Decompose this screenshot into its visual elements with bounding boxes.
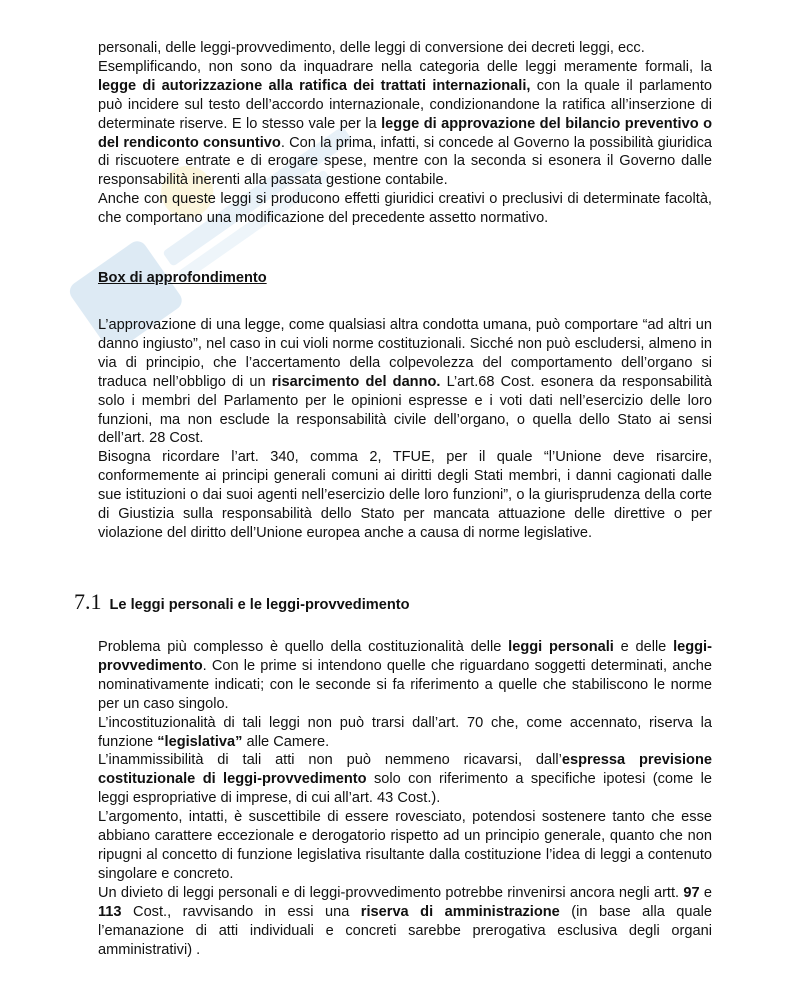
paragraph: Esemplificando, non sono da inquadrare nella categoria delle leggi meramente formali, la legge di autorizzazione alla ratifica dei trattati internazionali, con la quale il parlamento può incidere sul testo dell’accordo internazionale, condizionandone la ratifica all’inserzione di determinate riserve. E lo stesso vale per la legge di approvazione del bilancio preventivo o del rendiconto consuntivo. Con la prima, infatti, si concede al Governo la possibilità giuridica di riscuotere entrate e di erogare spese, mentre con la seconda si esonera il Governo dalle responsabilità inerenti alla passata gestione contabile. xyxy=(98,58,712,189)
paragraph: L’argomento, intatti, è suscettibile di essere rovesciato, potendosi sostenere tanto che esse abbiano carattere eccezionale e derogatorio rispetto ad un principio generale, quanto che non ripugni al concetto di funzione legislativa risultante dalla costituzione l’idea di leggi a contenuto singolare e concreto. xyxy=(98,809,712,882)
box-title: Box di approfondimento xyxy=(98,270,267,286)
paragraph: Bisogna ricordare l’art. 340, comma 2, TFUE, per il quale “l’Unione deve risarcire, conformemente ai principi generali comuni ai diritti degli Stati membri, i danni cagionati dalle sue istituzioni o dai suoi agenti nell’esercizio delle loro funzioni”, o la giurisprudenza della corte di Giustizia sulla responsabilità dello Stato per mancata attuazione delle direttive o per violazione del diritto dell’Unione europea anche a causa di norme legislative. xyxy=(98,449,712,541)
section-heading xyxy=(74,589,410,615)
paragraph: L’incostituzionalità di tali leggi non può trarsi dall’art. 70 che, come accennato, riserva la funzione “legislativa” alle Camere. xyxy=(98,714,712,750)
paragraph: Un divieto di leggi personali e di leggi-provvedimento potrebbe rinvenirsi ancora negli artt. 97 e 113 Cost., ravvisando in essi una riserva di amministrazione (in base alla quale l’emanazione di atti individuali e concreti sarebbe prerogativa esclusiva degli organi amministrativi) . xyxy=(98,884,713,958)
section-title: Le leggi personali e le leggi-provvedimento xyxy=(109,597,410,613)
paragraph: Problema più complesso è quello della costituzionalità delle leggi personali e delle leggi-provvedimento. Con le prime si intendono quelle che riguardano soggetti determinati, anche nominativamente indicati; con le seconde si fa riferimento a quelle che stabiliscono le norme per un caso singolo. xyxy=(98,639,712,712)
paragraph: L’inammissibilità di tali atti non può nemmeno ricavarsi, dall’espressa previsione costituzionale di leggi-provvedimento solo con riferimento a specifiche ipotesi (come le leggi espropriative di imprese, di cui all’art. 43 Cost.). xyxy=(98,752,713,807)
section-text-block xyxy=(98,638,712,959)
section-number: 7.1 xyxy=(74,589,102,614)
paragraph: Anche con queste leggi si producono effetti giuridici creativi o preclusivi di determinate facoltà, che comportano una modificazione del precedente assetto normativo. xyxy=(98,191,712,227)
paragraph: personali, delle leggi-provvedimento, delle leggi di conversione dei decreti leggi, ecc. xyxy=(98,40,645,56)
intro-text-block xyxy=(98,39,712,228)
paragraph: L’approvazione di una legge, come qualsiasi altra condotta umana, può comportare “ad altri un danno ingiusto”, nel caso in cui violi norme costituzionali. Sicché non può escludersi, almeno in via di principio, che l’accertamento della colpevolezza del comportamento dell’organo si traduca nell’obbligo di un risarcimento del danno. L’art.68 Cost. esonera da responsabilità solo i membri del Parlamento per le opinioni espresse e i voti dati nell’esercizio delle loro funzioni, ma non esclude la responsabilità civile dell’organo, o quella dello Stato ai sensi dell’art. 28 Cost. xyxy=(98,317,713,447)
box-text-block xyxy=(98,316,712,543)
